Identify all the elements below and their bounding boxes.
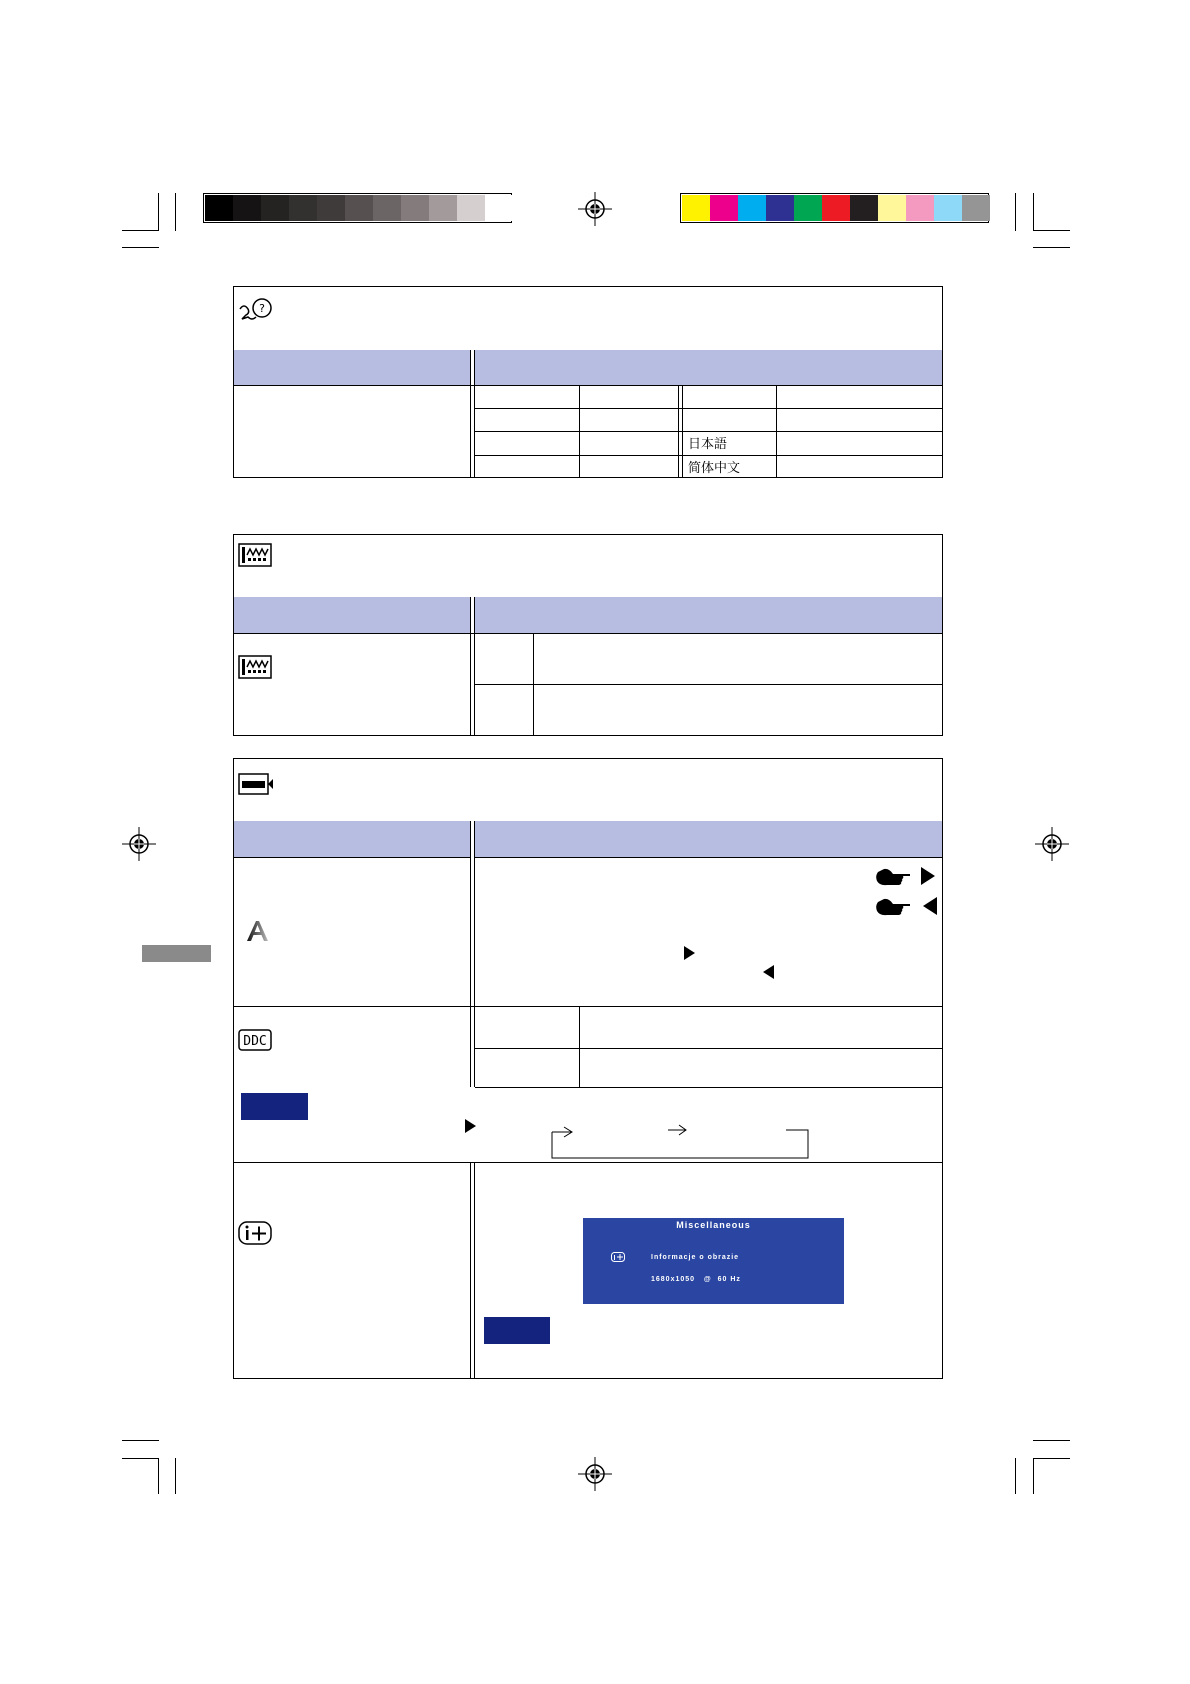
registration-mark-icon xyxy=(1035,827,1069,861)
table-rule xyxy=(579,1006,580,1087)
language-table-header xyxy=(234,350,942,385)
information-icon xyxy=(611,1252,625,1262)
column-divider xyxy=(678,385,683,477)
column-divider xyxy=(470,597,475,735)
color-swatch xyxy=(850,195,878,221)
crop-mark xyxy=(122,1440,159,1441)
language-option-simplified-chinese: 简体中文 xyxy=(688,461,741,476)
color-swatch xyxy=(906,195,934,221)
osd-item-label: Informacje o obrazie xyxy=(651,1254,740,1261)
color-swatch xyxy=(710,195,738,221)
reset-table-header xyxy=(234,597,942,633)
left-arrow-icon xyxy=(923,897,937,915)
letter-a-icon xyxy=(245,919,271,943)
crop-mark xyxy=(1033,1458,1034,1494)
table-rule xyxy=(579,385,580,477)
color-swatch xyxy=(429,195,457,221)
color-swatch xyxy=(261,195,289,221)
crop-mark xyxy=(1033,193,1034,231)
table-rule xyxy=(533,633,534,735)
crop-mark xyxy=(1015,193,1016,231)
color-swatch xyxy=(766,195,794,221)
crop-mark xyxy=(1015,1458,1016,1494)
crop-mark xyxy=(122,1458,159,1459)
color-swatch xyxy=(878,195,906,221)
crop-mark xyxy=(122,230,159,231)
input-select-icon xyxy=(238,772,274,796)
table-rule xyxy=(234,1162,942,1163)
language-option-japanese: 日本語 xyxy=(688,437,728,452)
factory-reset-icon xyxy=(238,543,272,567)
language-side-tab xyxy=(142,945,211,962)
table-rule xyxy=(234,633,942,634)
right-arrow-icon xyxy=(684,946,695,960)
table-rule xyxy=(475,1048,942,1049)
color-swatch xyxy=(457,195,485,221)
registration-mark-icon xyxy=(578,1457,612,1491)
crop-mark xyxy=(175,193,176,231)
crop-mark xyxy=(1033,247,1070,248)
information-icon xyxy=(238,1221,272,1245)
crop-mark xyxy=(175,1458,176,1494)
crop-mark xyxy=(122,247,159,248)
table-rule xyxy=(234,857,942,858)
table-rule xyxy=(234,385,942,386)
table-rule xyxy=(475,684,942,685)
language-icon xyxy=(238,297,274,325)
registration-mark-icon xyxy=(578,192,612,226)
osd-information-screen xyxy=(583,1218,844,1304)
color-swatch xyxy=(822,195,850,221)
cycle-flow-diagram xyxy=(550,1118,810,1160)
color-swatch xyxy=(962,195,990,221)
note-label xyxy=(241,1093,308,1120)
table-rule xyxy=(234,1006,942,1007)
reset-section xyxy=(233,534,943,736)
left-arrow-icon xyxy=(763,965,774,979)
right-arrow-icon xyxy=(465,1119,476,1133)
table-rule xyxy=(475,431,942,432)
color-swatch xyxy=(317,195,345,221)
table-rule xyxy=(776,385,777,477)
color-swatch xyxy=(345,195,373,221)
osd-resolution: 1680x1050 @ 60 Hz xyxy=(651,1276,741,1283)
svg-text:?: ? xyxy=(259,302,265,315)
color-swatch xyxy=(401,195,429,221)
svg-text:DDC: DDC xyxy=(243,1034,267,1049)
color-swatch xyxy=(373,195,401,221)
crop-mark xyxy=(1033,1458,1070,1459)
osd-title: Miscellaneous xyxy=(676,1220,751,1230)
note-label xyxy=(484,1317,550,1344)
table-rule xyxy=(475,1087,942,1088)
column-divider xyxy=(470,350,475,477)
color-swatch xyxy=(485,195,513,221)
registration-mark-icon xyxy=(122,827,156,861)
pointing-hand-icon xyxy=(875,866,911,888)
table-rule xyxy=(475,408,942,409)
miscellaneous-table-header xyxy=(234,821,942,857)
crop-mark xyxy=(1033,230,1070,231)
color-swatch xyxy=(934,195,962,221)
pointing-hand-icon xyxy=(875,896,911,918)
crop-mark xyxy=(158,1458,159,1494)
color-swatch xyxy=(205,195,233,221)
color-swatch xyxy=(289,195,317,221)
column-divider xyxy=(470,1162,475,1378)
crop-mark xyxy=(1033,1440,1070,1441)
color-swatch xyxy=(682,195,710,221)
crop-mark xyxy=(158,193,159,231)
color-swatch xyxy=(233,195,261,221)
color-swatch xyxy=(794,195,822,221)
table-rule xyxy=(475,455,942,456)
factory-reset-icon xyxy=(238,655,272,679)
right-arrow-icon xyxy=(921,867,935,885)
ddc-icon xyxy=(238,1029,272,1051)
color-swatch xyxy=(738,195,766,221)
